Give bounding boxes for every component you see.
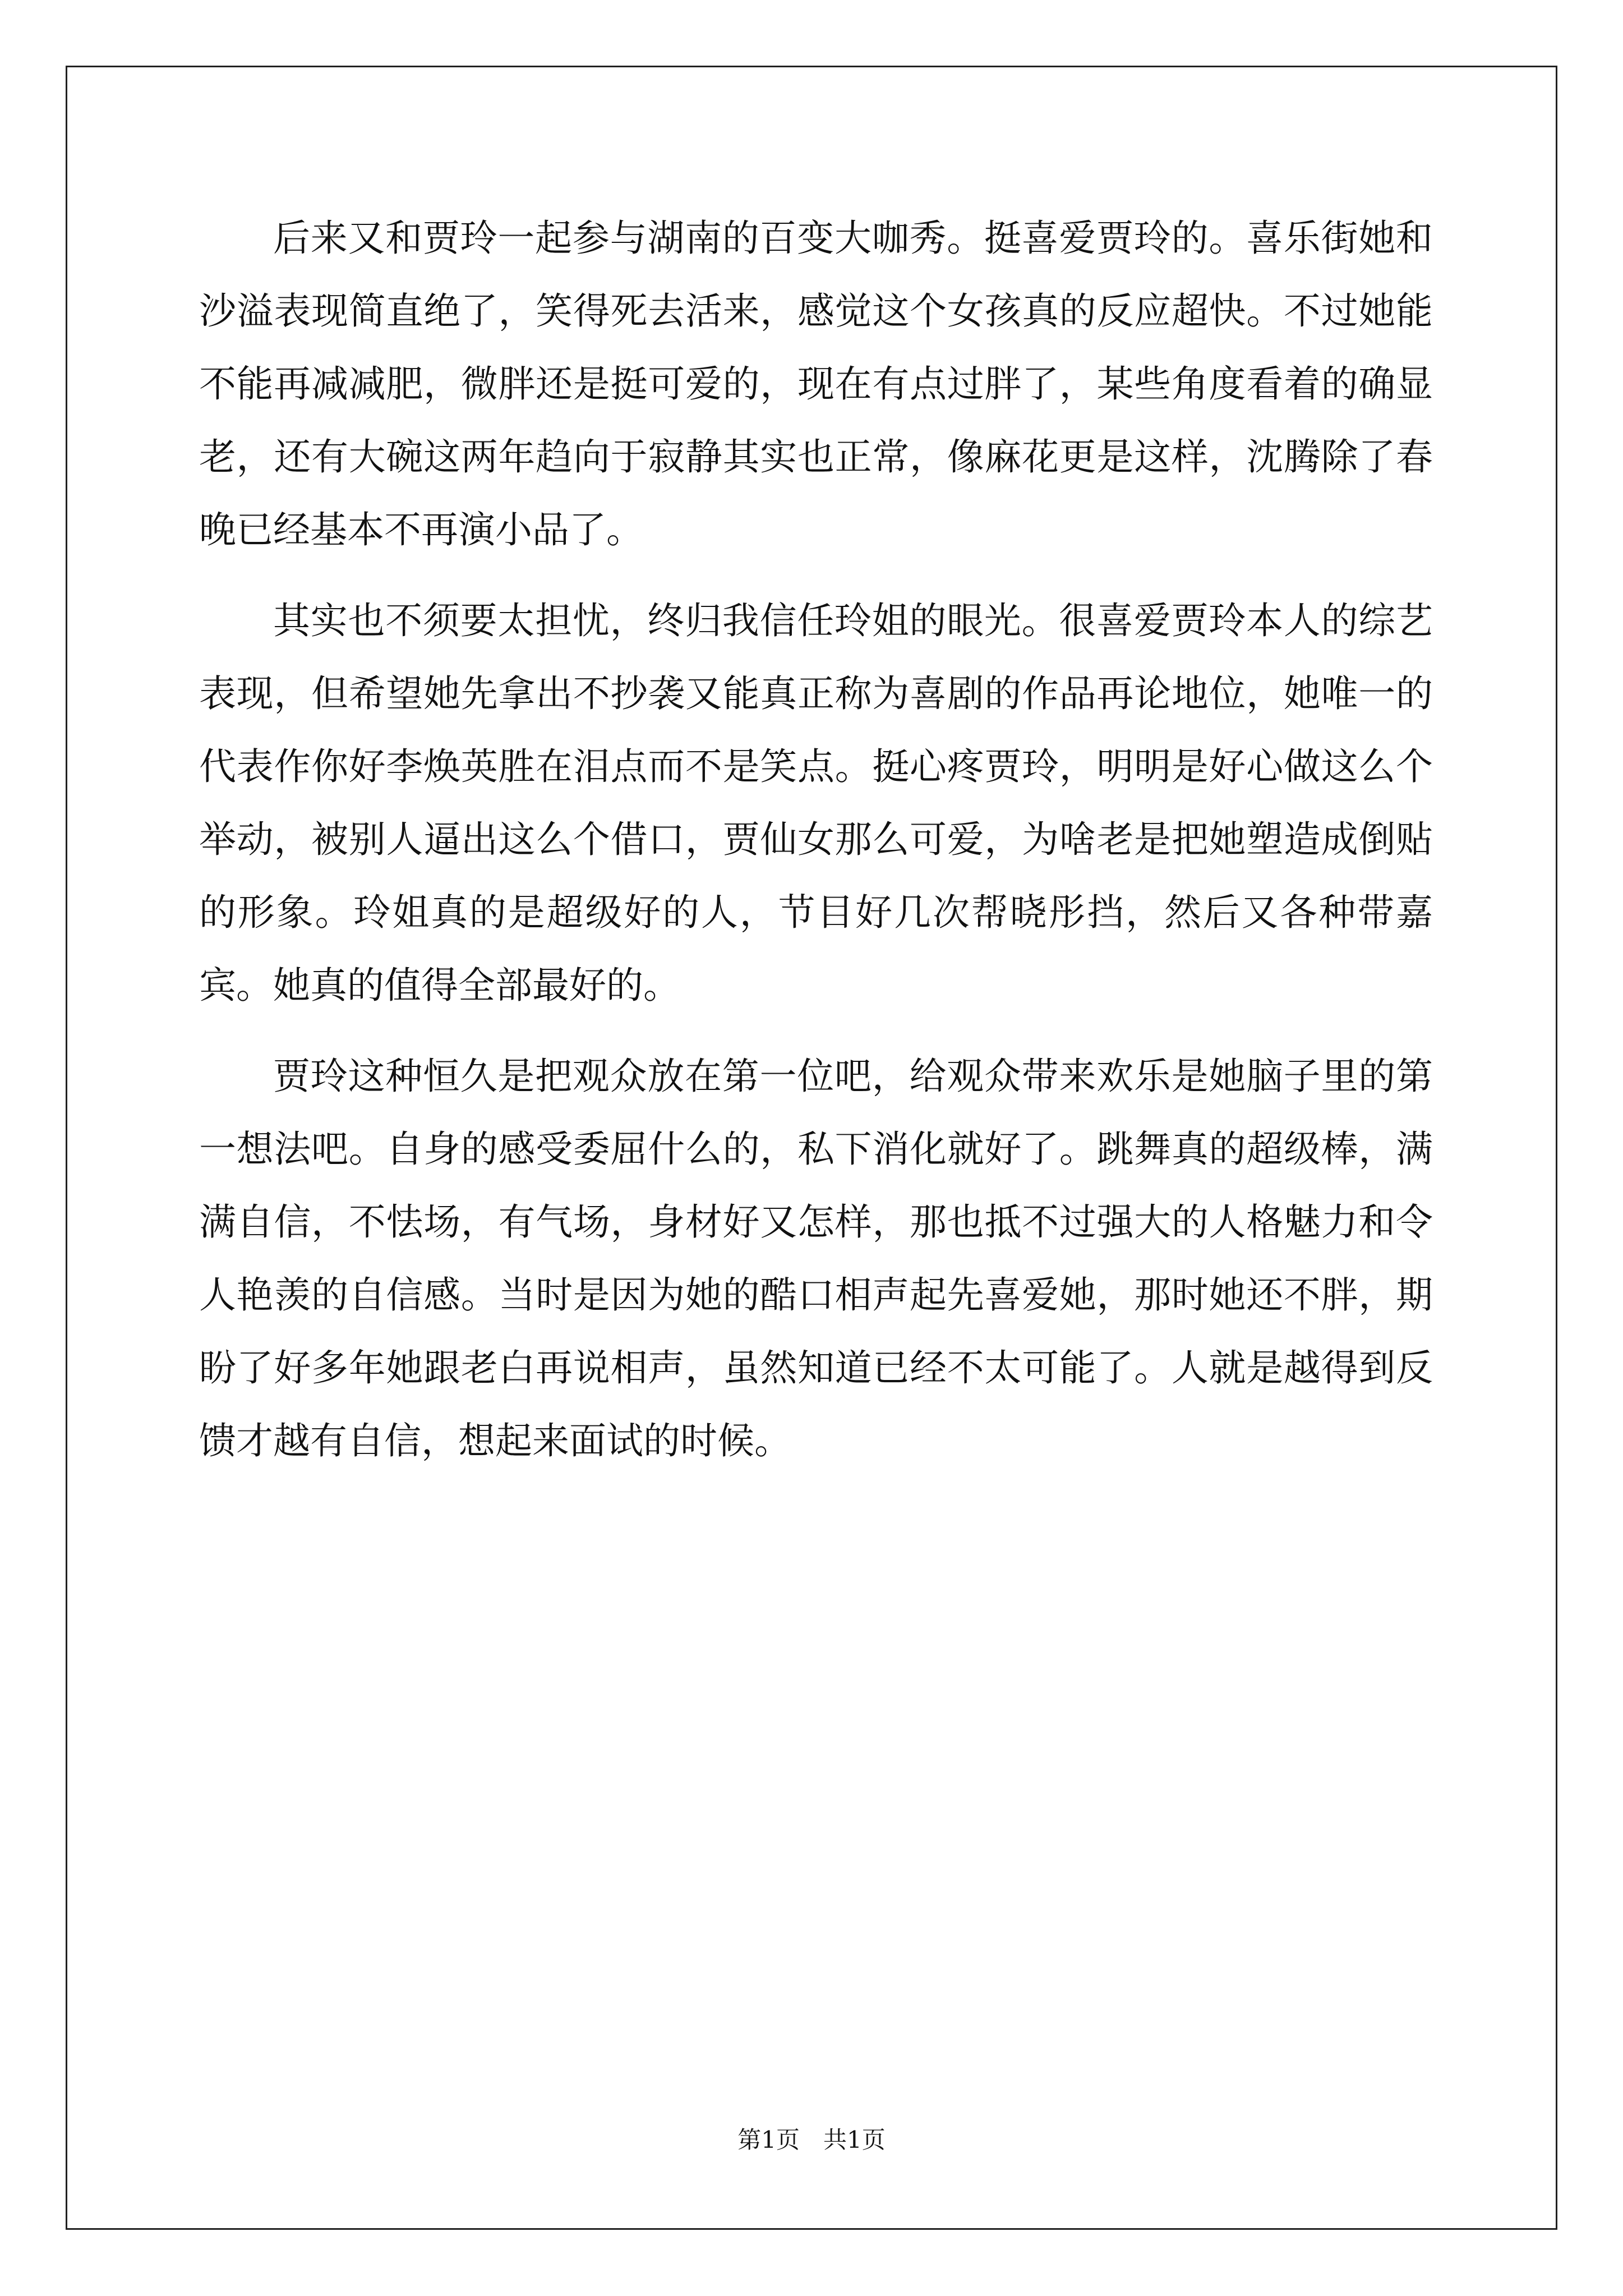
paragraph-1: 后来又和贾玲一起参与湖南的百变大咖秀。挺喜爱贾玲的。喜乐街她和沙溢表现简直绝了，笑得死去活来，感觉这个女孩真的反应超快。不过她能不能再减减肥，微胖还是挺可爱的，现在有点过胖了，某些角度看着的确显老，还有大碗这两年趋向于寂静其实也正常，像麻花更是这样，沈腾除了春晚已经基本不再演小品了。 [199,217,1433,551]
document-body [199,202,1433,1496]
page-footer [0,2124,1623,2156]
paragraph-3: 贾玲这种恒久是把观众放在第一位吧，给观众带来欢乐是她脑子里的第一想法吧。自身的感受委屈什么的，私下消化就好了。跳舞真的超级棒，满满自信，不怯场，有气场，身材好又怎样，那也抵不过强大的人格魅力和令人艳羡的自信感。当时是因为她的酷口相声起先喜爱她，那时她还不胖，期盼了好多年她跟老白再说相声，虽然知道已经不太可能了。人就是越得到反馈才越有自信，想起来面试的时候。 [199,1055,1433,1462]
page-number: 第1页 [737,2126,800,2154]
paragraph-2: 其实也不须要太担忧，终归我信任玲姐的眼光。很喜爱贾玲本人的综艺表现，但希望她先拿出不抄袭又能真正称为喜剧的作品再论地位，她唯一的代表作你好李焕英胜在泪点而不是笑点。挺心疼贾玲，明明是好心做这么个举动，被别人逼出这么个借口，贾仙女那么可爱，为啥老是把她塑造成倒贴的形象。玲姐真的是超级好的人，节目好几次帮晓彤挡，然后又各种带嘉宾。她真的值得全部最好的。 [199,599,1433,1007]
page-total: 共1页 [823,2126,886,2154]
